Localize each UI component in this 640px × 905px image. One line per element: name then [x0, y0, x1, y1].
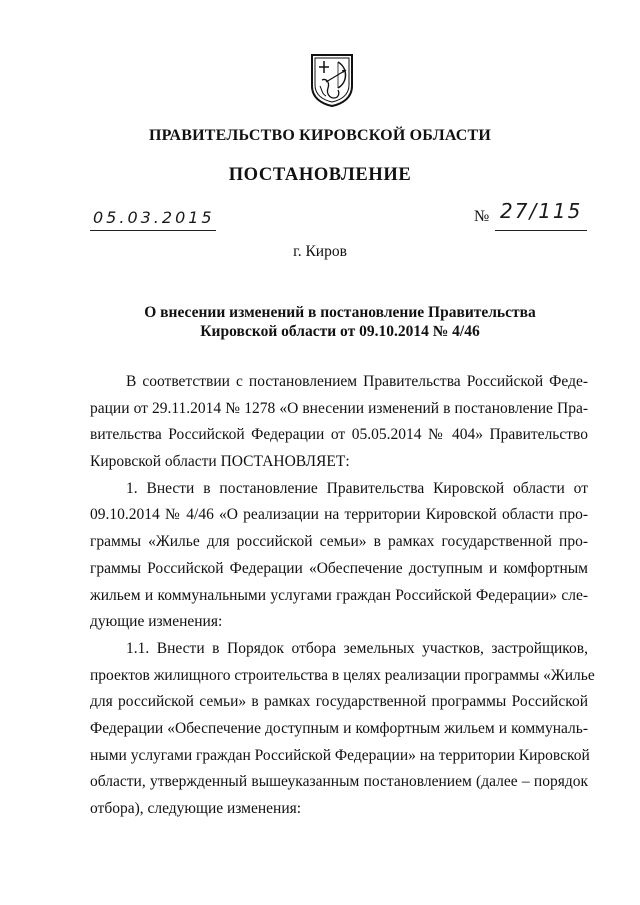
paragraph-preamble: [90, 369, 588, 476]
number-label: №: [474, 208, 490, 225]
text-line: Кировской области ПОСТАНОВЛЯЕТ:: [90, 453, 350, 471]
text-line: ными услугами граждан Российской Федерации» на территории Кировской: [90, 746, 590, 764]
text-line: граммы Российской Федерации «Обеспечение доступным и комфортным: [90, 559, 588, 577]
text-line: 09.10.2014 № 4/46 «О реализации на территории Кировской области про-: [90, 506, 588, 524]
text-line: В соответствии с постановлением Правительства Российской Феде-: [126, 373, 588, 390]
text-line: рации от 29.11.2014 № 1278 «О внесении изменений в постановление Пра-: [90, 399, 588, 417]
text-line: 1.1. Внести в Порядок отбора земельных участков, застройщиков,: [126, 639, 588, 657]
text-line: дующие изменения:: [90, 613, 223, 631]
text-line: для российской семьи» в рамках государственной программы Российской: [90, 693, 588, 711]
date-underline: [90, 230, 216, 231]
text-line: области, утвержденный вышеуказанным постановлением (далее – порядок: [90, 773, 588, 791]
text-line: проектов жилищного строительства в целях реализации программы «Жилье: [90, 666, 595, 684]
document-date: 05.03.2015: [93, 208, 215, 227]
text-line: жильем и коммунальными услугами граждан Российской Федерации» сле-: [90, 586, 588, 604]
document-type: ПОСТАНОВЛЕНИЕ: [228, 165, 412, 185]
paragraph-item-1: [90, 476, 588, 636]
document-body: [90, 369, 595, 823]
city: г. Киров: [293, 243, 347, 260]
text-line: Федерации «Обеспечение доступным и комфортным жильем и коммуналь-: [90, 719, 588, 737]
document-subject: [100, 303, 580, 341]
text-line: вительства Российской Федерации от 05.05.2014 № 404» Правительство: [90, 426, 588, 444]
subject-line: Кировской области от 09.10.2014 № 4/46: [200, 323, 480, 340]
text-line: 1. Внести в постановление Правительства Кировской области от: [126, 479, 588, 497]
number-underline: [495, 230, 587, 231]
paragraph-item-1-1: [90, 636, 595, 823]
text-line: граммы «Жилье для российской семьи» в рамках государственной про-: [90, 533, 588, 551]
subject-line: О внесении изменений в постановление Правительства: [144, 304, 536, 321]
text-line: отбора), следующие изменения:: [90, 800, 302, 817]
organization-name: ПРАВИТЕЛЬСТВО КИРОВСКОЙ ОБЛАСТИ: [148, 127, 492, 144]
coat-of-arms-icon: [308, 52, 356, 108]
document-number: 27/115: [500, 199, 583, 223]
